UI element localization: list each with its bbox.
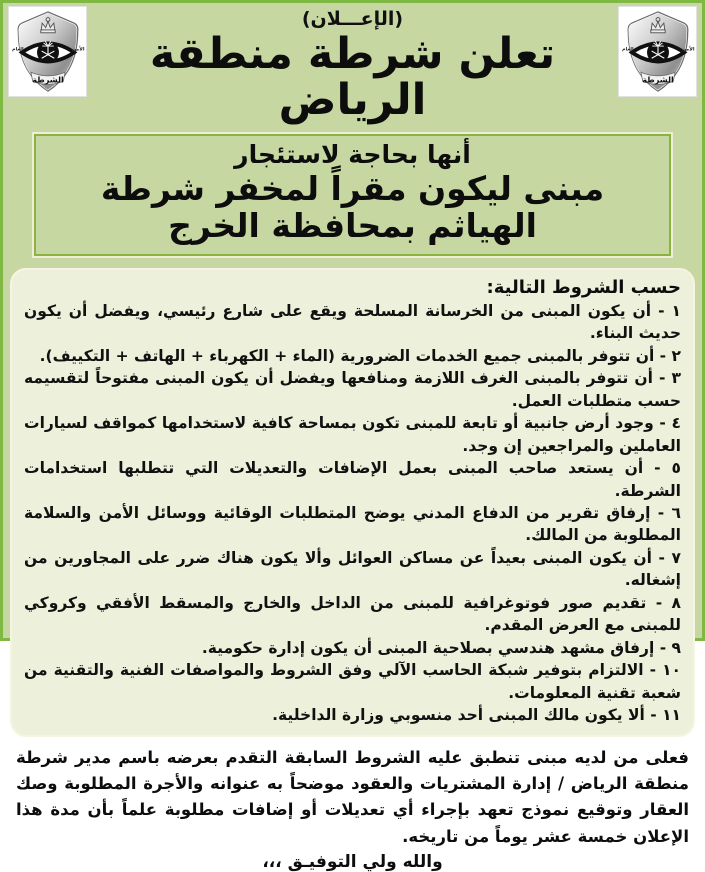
subject-box — [34, 134, 671, 256]
subject-line-1: أنها بحاجة لاستئجار — [234, 139, 471, 169]
police-shield-icon — [12, 9, 84, 94]
condition-item: ١٠ - الالتزام بتوفير شبكة الحاسب الآلي وفق الشروط والمواصفات الفنية والتقنية من شعبة تقنية المعلومات. — [24, 661, 681, 702]
footer — [16, 745, 689, 872]
footer-paragraph: فعلى من لديه مبنى تنطبق عليه الشروط السابقة التقدم بعرضه باسم مدير شرطة منطقة الرياض / إدارة المشتريات والعقود موضحاً به عنوانه والأجرة المطلوبة وصك العقار وتوقيع نموذج تعهد بإجراء أي تعديلات أو إضافات مطلوبة علماً بأن مدة هذا الإعلان خمسة عشر يوماً من تاريخه. — [16, 747, 689, 846]
page-title: تعلن شرطة منطقة الرياض — [149, 29, 556, 126]
condition-item: ٥ - أن يستعد صاحب المبنى بعمل الإضافات والتعديلات التي تتطلبها استخدامات الشرطة. — [24, 459, 681, 500]
condition-item: ٨ - تقديم صور فوتوغرافية للمبنى من الداخل والخارج والمسقط الأفقي وكروكي للمبنى مع العرض المقدم. — [24, 593, 681, 635]
conditions-box — [10, 268, 695, 737]
condition-item: ٦ - إرفاق تقرير من الدفاع المدني يوضح المتطلبات الوقائية ووسائل الأمن والسلامة المطلوبة من المالك. — [24, 504, 681, 545]
police-shield-icon — [622, 9, 694, 94]
condition-item: ٤ - وجود أرض جانبية أو تابعة للمبنى تكون بمساحة كافية لاستخدامها كمواقف لسيارات العاملين والمراجعين إن وجد. — [24, 414, 681, 455]
condition-item: ٧ - أن يكون المبنى بعيداً عن مساكن العوائل وألا يكون هناك ضرر على المجاورين من إشغاله. — [24, 548, 681, 590]
header — [8, 6, 697, 124]
subject-line-2: مبنى ليكون مقراً لمخفر شرطة الهياثم بمحافظة الخرج — [100, 168, 605, 245]
header-titles — [91, 6, 614, 124]
condition-item: ٢ - أن تتوفر بالمبنى جميع الخدمات الضرورية (الماء + الكهرباء + الهاتف + التكييف). — [39, 346, 681, 365]
conditions-heading: حسب الشروط التالية: — [486, 276, 681, 298]
conditions-list — [24, 300, 681, 727]
condition-item: ١١ - ألا يكون مالك المبنى أحد منسوبي وزارة الداخلية. — [272, 706, 681, 725]
police-logo-right-box — [618, 6, 697, 97]
condition-item: ٩ - إرفاق مشهد هندسي بصلاحية المبنى أن يكون إدارة حكومية. — [201, 638, 681, 657]
police-logo-left-box — [8, 6, 87, 97]
announcement-label: (الإعـــلان) — [301, 8, 404, 30]
condition-item: ١ - أن يكون المبنى من الخرسانة المسلحة ويقع على شارع رئيسي، ويفضل أن يكون حديث البناء. — [24, 301, 681, 343]
condition-item: ٣ - أن تتوفر بالمبنى الغرف اللازمة ومنافعها ويفضل أن يكون المبنى مفتوحاً لتقسيمه حسب متطلبات العمل. — [24, 369, 681, 410]
footer-closing: والله ولي التوفيـق ،،، — [262, 852, 443, 872]
